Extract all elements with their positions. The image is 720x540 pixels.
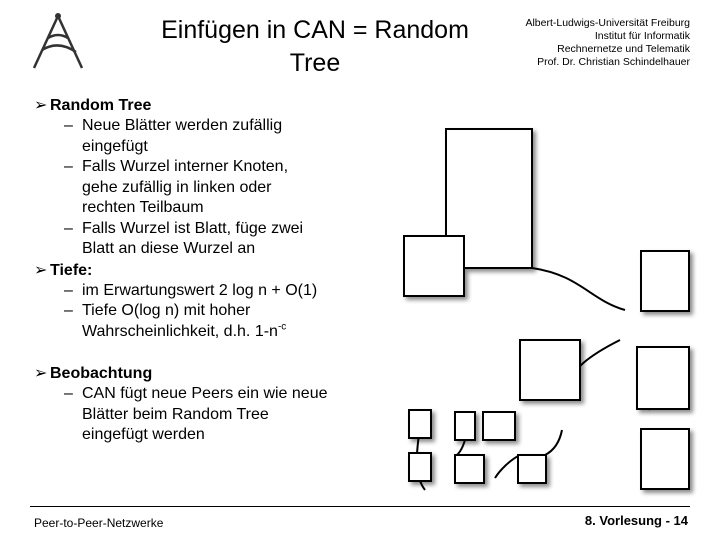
tree-edge bbox=[532, 268, 625, 310]
arrow-bullet-icon: ➢ bbox=[34, 97, 48, 114]
tree-node-small-5 bbox=[518, 455, 546, 483]
affiliation-university: Albert-Ludwigs-Universität Freiburg bbox=[525, 17, 690, 29]
tree-node-small-2 bbox=[455, 412, 475, 440]
bullet-heading-beobachtung: ➢ Beobachtung bbox=[34, 365, 153, 382]
sub-bullet-erwartungswert: – im Erwartungswert 2 log n + O(1) bbox=[64, 281, 318, 299]
affiliation-professor: Prof. Dr. Christian Schindelhauer bbox=[537, 56, 690, 68]
arrow-bullet-icon: ➢ bbox=[34, 261, 48, 279]
slide-title bbox=[115, 14, 515, 80]
tree-node-small-3 bbox=[483, 412, 515, 440]
tree-node-small-6 bbox=[409, 453, 431, 481]
affiliation-group: Rechnernetze und Telematik bbox=[557, 43, 690, 55]
sub-bullet-tiefe-olog: – Tiefe O(log n) mit hoher Wahrscheinlichkeit, d.h. $1-n^{-c}$ bbox=[64, 302, 287, 340]
sub-bullet-3: – Falls Wurzel ist Blatt, füge zwei Blatt an diese Wurzel an bbox=[64, 219, 304, 257]
arrow-bullet-icon: ➢ bbox=[34, 365, 48, 382]
tree-node-mid bbox=[520, 340, 580, 400]
tree-edge bbox=[640, 365, 650, 410]
tree-edge bbox=[404, 268, 446, 272]
bullet-heading-random-tree: ➢ Random Tree bbox=[34, 97, 152, 114]
sub-bullet-can: – CAN fügt neue Peers ein wie neue Blätter beim Random Tree eingefügt werden bbox=[64, 385, 328, 443]
section-beobachtung bbox=[34, 363, 384, 446]
footer-divider bbox=[30, 506, 690, 507]
tree-edge bbox=[545, 430, 562, 455]
footer-course: Peer-to-Peer-Netzwerke bbox=[34, 516, 164, 530]
tree-node-small-1 bbox=[409, 410, 431, 438]
university-logo-icon bbox=[28, 10, 90, 72]
footer-slide-number: 8. Vorlesung - 14 bbox=[584, 513, 688, 528]
tree-edge bbox=[417, 420, 425, 490]
slide-content bbox=[34, 95, 384, 446]
sub-bullet-1: – Neue Blätter werden zufällig eingefügt bbox=[64, 117, 283, 155]
sub-bullet-2: – Falls Wurzel interner Knoten, gehe zufällig in linken oder rechten Teilbaum bbox=[64, 158, 289, 216]
tree-node-right-2 bbox=[637, 347, 689, 409]
tree-edge bbox=[455, 440, 465, 456]
tree-node-right-3 bbox=[641, 429, 689, 489]
bullet-heading-tiefe: ➢ Tiefe: bbox=[34, 261, 93, 279]
exponent: -c bbox=[277, 321, 287, 333]
tree-edge bbox=[565, 340, 620, 390]
tree-node-right bbox=[641, 251, 689, 311]
section-random-tree bbox=[34, 95, 384, 260]
affiliation-institute: Institut für Informatik bbox=[594, 30, 690, 42]
tree-node-left bbox=[404, 236, 464, 296]
affiliation-block bbox=[488, 17, 690, 69]
tree-node-small-4 bbox=[455, 455, 484, 483]
title-line-1: Einfügen in CAN = Random bbox=[161, 16, 469, 44]
tree-node-root bbox=[446, 129, 532, 268]
section-tiefe bbox=[34, 260, 384, 343]
title-line-2: Tree bbox=[289, 49, 341, 77]
tree-edge bbox=[495, 455, 520, 478]
